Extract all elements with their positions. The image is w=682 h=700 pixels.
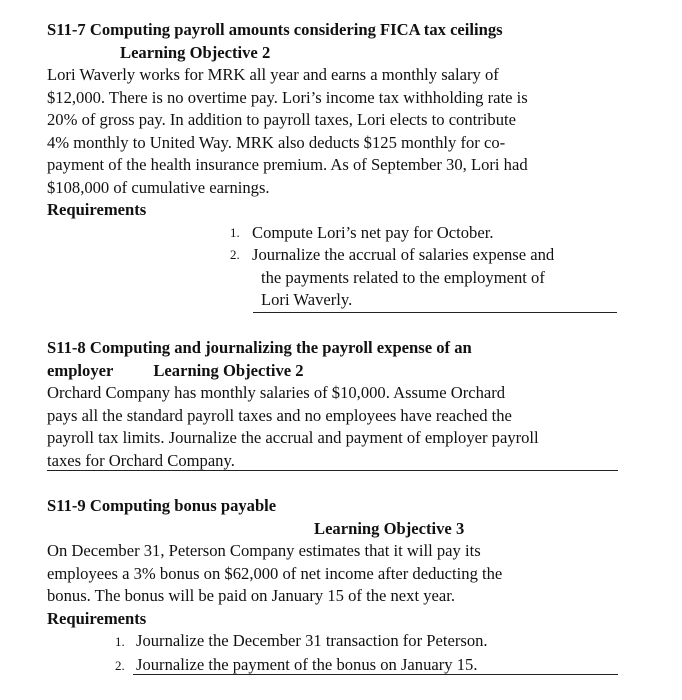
requirement-number: 2. <box>230 247 240 262</box>
exercise-s11-8 <box>47 337 627 472</box>
body-line: $108,000 of cumulative earnings. <box>47 177 270 197</box>
requirement-number: 1. <box>115 634 125 649</box>
section-divider <box>133 674 618 675</box>
exercise-s11-9 <box>47 495 627 677</box>
requirement-text: Journalize the December 31 transaction for Peterson. <box>136 631 488 650</box>
exercise-s11-7 <box>47 19 627 312</box>
exercise-title-word: employer <box>47 360 114 380</box>
requirements-heading: Requirements <box>47 200 147 219</box>
requirements-list <box>47 630 627 677</box>
body-line: 20% of gross pay. In addition to payroll taxes, Lori elects to contribute <box>47 110 516 129</box>
requirement-text: Lori Waverly. <box>261 290 353 309</box>
learning-objective: Learning Objective 2 <box>153 360 304 380</box>
requirement-item <box>115 630 627 654</box>
body-line: pays all the standard payroll taxes and no employees have reached the <box>47 405 512 425</box>
body-line: $12,000. There is no overtime pay. Lori’s income tax withholding rate is <box>47 87 528 107</box>
body-line: Lori Waverly works for MRK all year and earns a monthly salary of <box>47 65 499 84</box>
section-divider <box>47 470 618 471</box>
requirements-heading: Requirements <box>47 608 147 628</box>
body-line: bonus. The bonus will be paid on January 15 of the next year. <box>47 586 456 605</box>
exercise-body <box>47 382 627 472</box>
requirement-number: 2. <box>115 657 125 673</box>
body-line: payroll tax limits. Journalize the accrual and payment of employer payroll <box>47 428 539 447</box>
body-line: 4% monthly to United Way. MRK also deducts $125 monthly for co- <box>47 132 506 152</box>
exercise-body <box>47 64 627 199</box>
requirement-text: Journalize the accrual of salaries expense and <box>252 245 555 264</box>
learning-objective: Learning Objective 3 <box>314 518 465 538</box>
learning-objective: Learning Objective 2 <box>120 42 271 62</box>
body-line: taxes for Orchard Company. <box>47 450 235 470</box>
body-line: On December 31, Peterson Company estimates that it will pay its <box>47 541 481 560</box>
body-line: payment of the health insurance premium. As of September 30, Lori had <box>47 155 528 174</box>
body-line: Orchard Company has monthly salaries of $10,000. Assume Orchard <box>47 383 506 402</box>
requirement-text: the payments related to the employment of <box>261 267 545 287</box>
requirement-text: Journalize the payment of the bonus on January 15. <box>136 654 478 674</box>
requirement-text: Compute Lori’s net pay for October. <box>252 222 494 242</box>
section-divider <box>253 312 617 313</box>
exercise-title: S11-8 Computing and journalizing the payroll expense of an <box>47 338 472 357</box>
exercise-title: S11-7 Computing payroll amounts considering FICA tax ceilings <box>47 20 503 39</box>
exercise-title: S11-9 Computing bonus payable <box>47 496 277 515</box>
requirement-number: 1. <box>230 224 240 240</box>
exercise-title-continued <box>47 360 627 383</box>
requirement-item <box>230 222 627 245</box>
requirements-list <box>47 222 627 312</box>
exercise-body <box>47 540 627 608</box>
requirement-item <box>230 244 627 312</box>
body-line: employees a 3% bonus on $62,000 of net income after deducting the <box>47 563 503 583</box>
